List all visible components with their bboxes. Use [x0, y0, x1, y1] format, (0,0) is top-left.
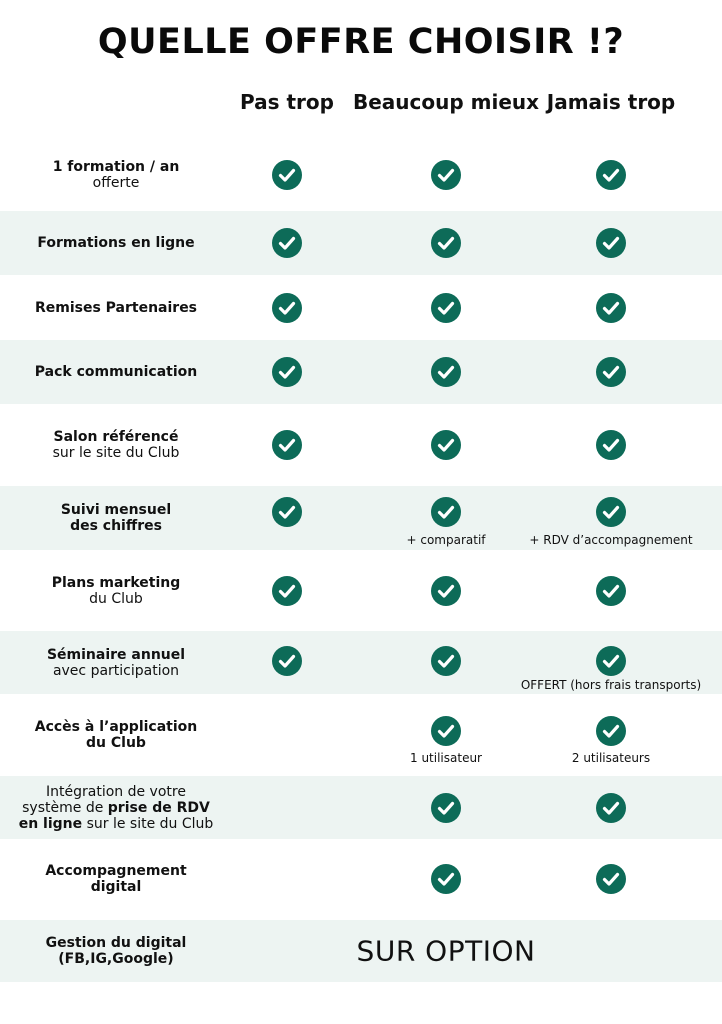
label-title: Suivi mensuel	[60, 502, 172, 518]
label-part: système de	[22, 799, 108, 816]
column-header-1: Pas trop	[240, 90, 334, 114]
cell-note: + RDV d’accompagnement	[529, 533, 693, 547]
label-title: Plans marketing	[51, 574, 181, 591]
row-label	[0, 863, 232, 895]
label-title: Remises Partenaires	[34, 299, 198, 316]
check-circle-icon	[431, 793, 461, 823]
check-circle-icon	[596, 293, 626, 323]
label-title-line2: des chiffres	[70, 518, 162, 534]
label-title: Accès à l’application	[34, 719, 198, 735]
check-circle-icon	[596, 357, 626, 387]
check-circle-icon	[272, 357, 302, 387]
check-circle-icon	[272, 576, 302, 606]
label-title: 1 formation / an	[52, 159, 180, 175]
cell-note: 1 utilisateur	[410, 751, 482, 765]
table-row	[0, 404, 722, 486]
check-circle-icon	[431, 430, 461, 460]
check-circle-icon	[596, 228, 626, 258]
table-row	[0, 275, 722, 340]
option-text: SUR OPTION	[356, 934, 536, 968]
check-circle-icon	[596, 793, 626, 823]
row-label	[0, 719, 232, 751]
column-header-3: Jamais trop	[546, 90, 676, 114]
row-label	[0, 300, 232, 316]
label-subtitle: avec participation	[52, 662, 180, 679]
table-row	[0, 631, 722, 694]
table-row	[0, 486, 722, 550]
check-circle-icon	[596, 430, 626, 460]
check-circle-icon	[272, 228, 302, 258]
check-circle-icon	[431, 160, 461, 190]
table-row	[0, 839, 722, 919]
table-row	[0, 694, 722, 776]
table-row	[0, 211, 722, 275]
row-label	[0, 575, 232, 607]
label-title: Gestion du digital	[45, 935, 187, 951]
table-row	[0, 550, 722, 631]
label-title-line2: du Club	[86, 735, 146, 751]
cell-note: OFFERT (hors frais transports)	[520, 678, 702, 692]
check-circle-icon	[431, 646, 461, 676]
check-circle-icon	[431, 228, 461, 258]
table-row	[0, 776, 722, 839]
label-title: Formations en ligne	[37, 235, 195, 251]
row-label	[0, 935, 232, 967]
check-circle-icon	[272, 497, 302, 527]
row-label	[0, 364, 232, 380]
label-subtitle: sur le site du Club	[52, 445, 180, 461]
label-strong: en ligne	[18, 815, 83, 832]
check-circle-icon	[431, 576, 461, 606]
check-circle-icon	[272, 293, 302, 323]
label-subtitle: offerte	[92, 175, 140, 191]
cell-note: 2 utilisateurs	[571, 751, 651, 765]
column-header-2: Beaucoup mieux	[352, 90, 540, 114]
check-circle-icon	[596, 497, 626, 527]
row-label	[0, 784, 232, 832]
table-row	[0, 340, 722, 404]
label-title-line2: (FB,IG,Google)	[58, 951, 174, 967]
row-label	[0, 429, 232, 461]
table-row	[0, 920, 722, 982]
label-title-line2: digital	[90, 879, 142, 895]
table-row	[0, 140, 722, 210]
label-title: Salon référencé	[53, 429, 179, 445]
check-circle-icon	[272, 430, 302, 460]
check-circle-icon	[596, 576, 626, 606]
check-circle-icon	[431, 293, 461, 323]
row-label	[0, 502, 232, 534]
page-title: QUELLE OFFRE CHOISIR !?	[97, 22, 625, 62]
check-circle-icon	[272, 160, 302, 190]
check-circle-icon	[431, 716, 461, 746]
row-label	[0, 159, 232, 191]
check-circle-icon	[596, 716, 626, 746]
label-title: Accompagnement	[45, 863, 187, 879]
check-circle-icon	[431, 497, 461, 527]
label-part: sur le site du Club	[82, 815, 214, 832]
check-circle-icon	[596, 646, 626, 676]
check-circle-icon	[596, 160, 626, 190]
row-label	[0, 235, 232, 251]
cell-note: + comparatif	[406, 533, 486, 547]
label-title: Pack communication	[34, 364, 198, 380]
check-circle-icon	[596, 864, 626, 894]
label-strong: prise de RDV	[107, 799, 210, 816]
row-label	[0, 647, 232, 679]
label-title: Séminaire annuel	[46, 646, 186, 663]
check-circle-icon	[431, 357, 461, 387]
label-line: Intégration de votre	[46, 783, 186, 800]
check-circle-icon	[272, 646, 302, 676]
label-subtitle: du Club	[89, 590, 143, 607]
check-circle-icon	[431, 864, 461, 894]
